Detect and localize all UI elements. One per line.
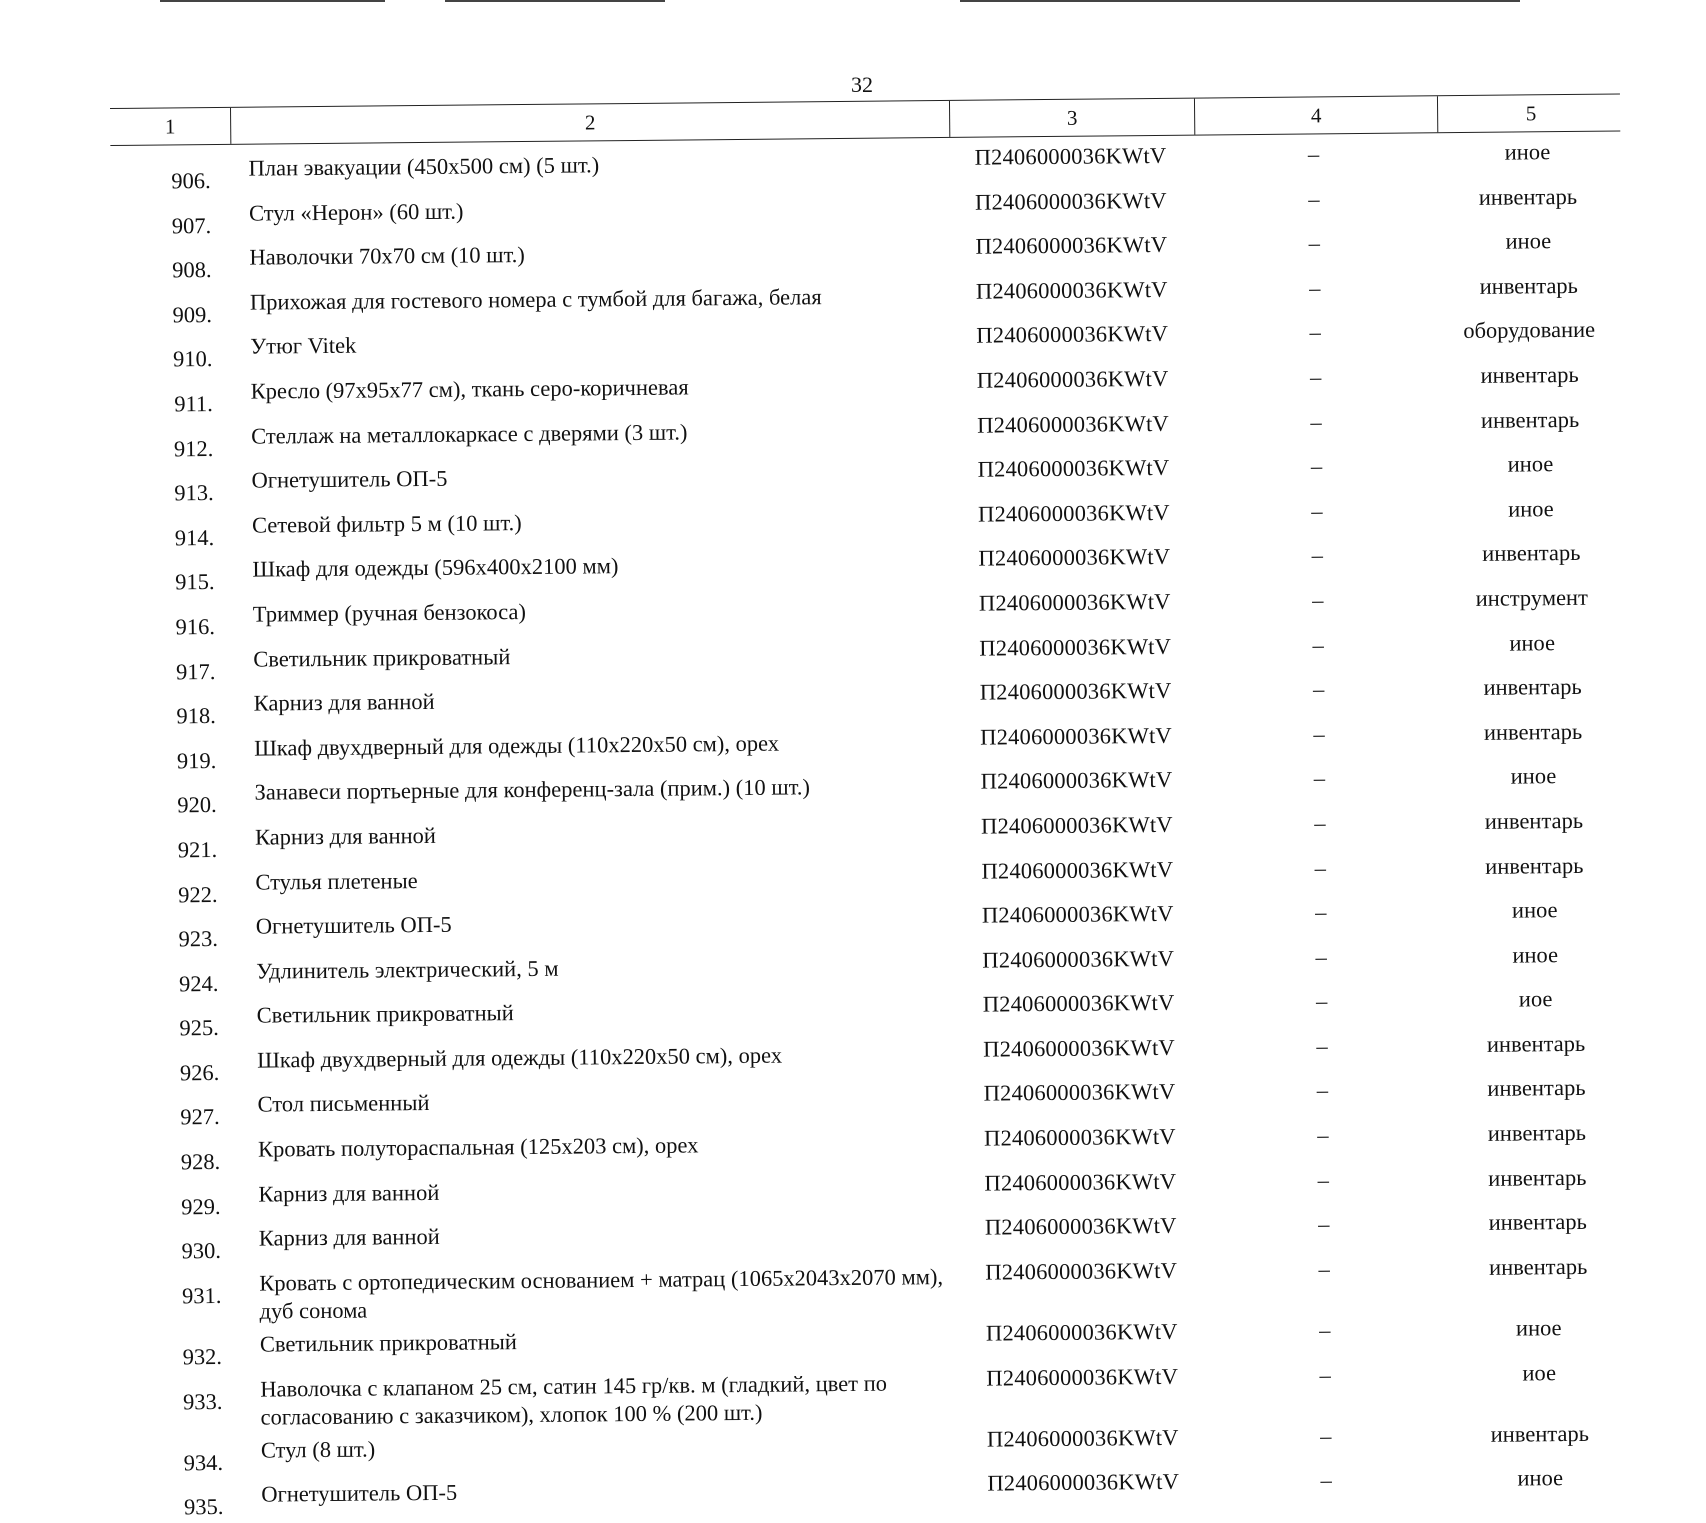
item-category: иное bbox=[1507, 495, 1554, 522]
item-col4: – bbox=[1310, 408, 1322, 435]
item-code: П2406000036KWtV bbox=[974, 187, 1167, 215]
item-col4: – bbox=[1316, 1077, 1329, 1103]
item-category: иное bbox=[1510, 763, 1557, 789]
item-col4: – bbox=[1318, 1256, 1330, 1282]
item-name: Стеллаж на металлокаркасе с дверями (3 шт.) bbox=[251, 419, 688, 449]
item-category: инвентарь bbox=[1480, 361, 1579, 388]
item-category: инвентарь bbox=[1486, 1030, 1586, 1057]
item-name: Занавеси портьерные для конференц-зала (прим.) (10 шт.) bbox=[254, 774, 811, 805]
item-code: П2406000036KWtV bbox=[986, 1424, 1179, 1452]
column-header-3: 3 bbox=[949, 99, 1194, 137]
item-name: Кресло (97х95х77 см), ткань серо-коричневая bbox=[250, 374, 689, 404]
item-category: иное bbox=[1517, 1465, 1564, 1491]
item-number: 908. bbox=[172, 257, 212, 283]
item-number: 931. bbox=[181, 1282, 222, 1309]
item-number: 909. bbox=[172, 301, 213, 328]
item-code: П2406000036KWtV bbox=[976, 321, 1169, 349]
item-code: П2406000036KWtV bbox=[979, 633, 1172, 661]
item-number: 928. bbox=[180, 1149, 221, 1175]
item-number: 923. bbox=[178, 926, 219, 952]
item-col4: – bbox=[1313, 765, 1326, 791]
item-name: Светильник прикроватный bbox=[259, 1329, 517, 1357]
item-code: П2406000036KWtV bbox=[978, 588, 1171, 616]
item-number: 921. bbox=[177, 836, 218, 863]
item-number: 930. bbox=[181, 1238, 222, 1264]
item-number: 926. bbox=[179, 1059, 220, 1086]
top-rule bbox=[960, 0, 1520, 2]
item-category: инвентарь bbox=[1479, 272, 1578, 299]
item-category: иное bbox=[1515, 1315, 1562, 1341]
item-col4: – bbox=[1309, 319, 1321, 345]
column-header-2: 2 bbox=[230, 101, 949, 144]
item-code: П2406000036KWtV bbox=[987, 1469, 1180, 1497]
item-code: П2406000036KWtV bbox=[985, 1257, 1178, 1285]
item-col4: – bbox=[1310, 453, 1323, 479]
item-code: П2406000036KWtV bbox=[979, 677, 1172, 705]
item-number: 933. bbox=[182, 1388, 223, 1414]
item-number: 918. bbox=[176, 703, 216, 729]
item-number: 932. bbox=[182, 1344, 223, 1370]
page-number: 32 bbox=[851, 72, 873, 97]
item-code: П2406000036KWtV bbox=[980, 811, 1173, 839]
item-name: Шкаф двухдверный для одежды (110х220х50 см), орех bbox=[257, 1042, 783, 1073]
item-name: Светильник прикроватный bbox=[253, 643, 511, 672]
item-name: Утюг Vitek bbox=[250, 333, 357, 360]
item-name: Карниз для ванной bbox=[258, 1179, 440, 1207]
item-name: Карниз для ванной bbox=[254, 822, 437, 850]
item-category: инвентарь bbox=[1478, 183, 1578, 210]
item-number: 910. bbox=[172, 346, 213, 372]
item-number: 911. bbox=[174, 390, 213, 417]
item-category: инвентарь bbox=[1483, 674, 1582, 700]
item-name: Карниз для ванной bbox=[258, 1224, 440, 1251]
item-name: Прихожая для гостевого номера с тумбой для багажа, белая bbox=[249, 283, 822, 315]
item-code: П2406000036KWtV bbox=[984, 1168, 1177, 1196]
item-name: Стол письменный bbox=[257, 1090, 430, 1118]
item-category: инвентарь bbox=[1487, 1075, 1586, 1102]
item-code: П2406000036KWtV bbox=[977, 410, 1170, 438]
item-category: иное bbox=[1504, 139, 1551, 165]
item-category: иое bbox=[1522, 1359, 1557, 1386]
item-name: Огнетушитель ОП-5 bbox=[251, 465, 448, 493]
item-col4: – bbox=[1312, 587, 1324, 613]
item-category: инвентарь bbox=[1485, 852, 1584, 879]
item-category: инвентарь bbox=[1484, 807, 1584, 834]
item-name: Стул (8 шт.) bbox=[260, 1436, 376, 1463]
item-code: П2406000036KWtV bbox=[975, 232, 1168, 259]
item-col4: – bbox=[1311, 498, 1323, 524]
item-col4: – bbox=[1320, 1467, 1332, 1493]
item-code: П2406000036KWtV bbox=[981, 900, 1174, 928]
item-category: инвентарь bbox=[1483, 718, 1583, 745]
item-col4: – bbox=[1308, 230, 1321, 256]
item-col4: – bbox=[1316, 1033, 1328, 1059]
item-category: инвентарь bbox=[1488, 1253, 1588, 1280]
item-col4: – bbox=[1315, 899, 1327, 925]
table-body bbox=[110, 132, 1633, 1523]
item-number: 922. bbox=[178, 881, 218, 907]
top-rule bbox=[160, 0, 385, 2]
item-col4: – bbox=[1314, 810, 1326, 836]
item-number: 907. bbox=[171, 212, 212, 239]
item-code: П2406000036KWtV bbox=[977, 499, 1170, 527]
item-code: П2406000036KWtV bbox=[980, 722, 1173, 750]
item-category: инструмент bbox=[1475, 584, 1588, 611]
item-number: 925. bbox=[179, 1015, 219, 1041]
item-code: П2406000036KWtV bbox=[974, 142, 1167, 170]
item-col4: – bbox=[1308, 185, 1320, 212]
item-number: 912. bbox=[173, 435, 214, 461]
inventory-table bbox=[110, 94, 1634, 1523]
item-col4: – bbox=[1317, 1122, 1329, 1148]
item-name: Карниз для ванной bbox=[253, 689, 435, 716]
item-col4: – bbox=[1320, 1423, 1332, 1449]
item-name: Удлинитель электрический, 5 м bbox=[256, 955, 559, 984]
item-col4: – bbox=[1317, 1167, 1330, 1193]
item-code: П2406000036KWtV bbox=[981, 856, 1174, 884]
item-col4: – bbox=[1313, 721, 1325, 747]
item-code: П2406000036KWtV bbox=[983, 1123, 1176, 1151]
item-category: инвентарь bbox=[1490, 1420, 1590, 1447]
item-category: иое bbox=[1518, 986, 1553, 1012]
item-code: П2406000036KWtV bbox=[982, 945, 1175, 973]
item-col4: – bbox=[1309, 275, 1321, 301]
item-code: П2406000036KWtV bbox=[983, 1079, 1176, 1107]
item-number: 927. bbox=[180, 1104, 220, 1130]
item-col4: – bbox=[1319, 1317, 1331, 1343]
item-code: П2406000036KWtV bbox=[980, 767, 1173, 794]
item-name: Стул «Нерон» (60 шт.) bbox=[248, 198, 464, 226]
item-code: П2406000036KWtV bbox=[984, 1213, 1177, 1240]
column-header-4: 4 bbox=[1194, 96, 1437, 134]
item-name: Сетевой фильтр 5 м (10 шт.) bbox=[251, 509, 522, 538]
item-code: П2406000036KWtV bbox=[976, 365, 1169, 393]
item-number: 920. bbox=[177, 792, 217, 818]
item-name: План эвакуации (450х500 см) (5 шт.) bbox=[248, 152, 600, 181]
item-name: Триммер (ручная бензокоса) bbox=[252, 598, 527, 627]
item-name: Кровать полутораспальная (125х203 см), орех bbox=[257, 1132, 699, 1162]
item-category: инвентарь bbox=[1488, 1209, 1587, 1236]
item-number: 906. bbox=[171, 168, 211, 194]
item-category: оборудование bbox=[1463, 317, 1596, 344]
item-name: Светильник прикроватный bbox=[256, 1000, 514, 1028]
item-name: Огнетушитель ОП-5 bbox=[255, 911, 452, 939]
column-header-1: 1 bbox=[164, 114, 176, 139]
item-category: инвентарь bbox=[1487, 1119, 1587, 1146]
item-name: Стулья плетеные bbox=[255, 867, 418, 895]
item-code: П2406000036KWtV bbox=[977, 455, 1170, 482]
item-code: П2406000036KWtV bbox=[978, 544, 1171, 572]
item-category: иное bbox=[1509, 629, 1556, 656]
item-number: 914. bbox=[174, 524, 215, 551]
item-number: 916. bbox=[175, 613, 216, 640]
item-name: Огнетушитель ОП-5 bbox=[261, 1480, 458, 1508]
item-category: инвентарь bbox=[1482, 540, 1581, 567]
column-header-5: 5 bbox=[1437, 94, 1624, 132]
item-number: 913. bbox=[174, 480, 214, 506]
item-category: иное bbox=[1511, 897, 1558, 923]
item-col4: – bbox=[1307, 141, 1320, 167]
item-category: иное bbox=[1512, 941, 1559, 968]
item-category: инвентарь bbox=[1488, 1164, 1587, 1191]
item-number: 917. bbox=[175, 658, 216, 684]
item-code: П2406000036KWtV bbox=[982, 990, 1175, 1017]
item-name: Кровать с ортопедическим основанием + матрац (1065х2043х2070 мм), дуб сонома bbox=[259, 1263, 944, 1325]
item-col4: – bbox=[1314, 854, 1327, 880]
item-col4: – bbox=[1311, 542, 1324, 568]
item-number: 924. bbox=[178, 970, 219, 997]
item-name: Шкаф для одежды (596х400х2100 мм) bbox=[252, 553, 619, 582]
item-col4: – bbox=[1309, 364, 1322, 390]
item-number: 934. bbox=[183, 1449, 224, 1476]
item-category: инвентарь bbox=[1480, 406, 1580, 433]
item-code: П2406000036KWtV bbox=[985, 1318, 1178, 1346]
item-number: 929. bbox=[181, 1193, 221, 1220]
item-col4: – bbox=[1315, 944, 1327, 970]
item-category: иное bbox=[1505, 228, 1552, 254]
item-code: П2406000036KWtV bbox=[983, 1034, 1176, 1062]
item-code: П2406000036KWtV bbox=[975, 276, 1168, 304]
item-code: П2406000036KWtV bbox=[986, 1363, 1179, 1391]
item-name: Шкаф двухдверный для одежды (110х220х50 см), орех bbox=[254, 730, 780, 761]
item-name: Наволочка с клапаном 25 см, сатин 145 гр/кв. м (гладкий, цвет по согласованию с заказчиком), хлопок 100 % (200 шт.) bbox=[260, 1370, 888, 1430]
top-rule bbox=[445, 0, 665, 2]
item-col4: – bbox=[1312, 676, 1325, 702]
item-number: 919. bbox=[176, 747, 217, 774]
item-col4: – bbox=[1312, 631, 1324, 658]
item-number: 935. bbox=[183, 1494, 224, 1520]
item-col4: – bbox=[1315, 988, 1328, 1014]
item-col4: – bbox=[1318, 1211, 1330, 1237]
item-category: иное bbox=[1507, 451, 1554, 477]
item-col4: – bbox=[1319, 1361, 1331, 1388]
item-name: Наволочки 70х70 см (10 шт.) bbox=[249, 242, 525, 270]
item-number: 915. bbox=[175, 569, 215, 595]
